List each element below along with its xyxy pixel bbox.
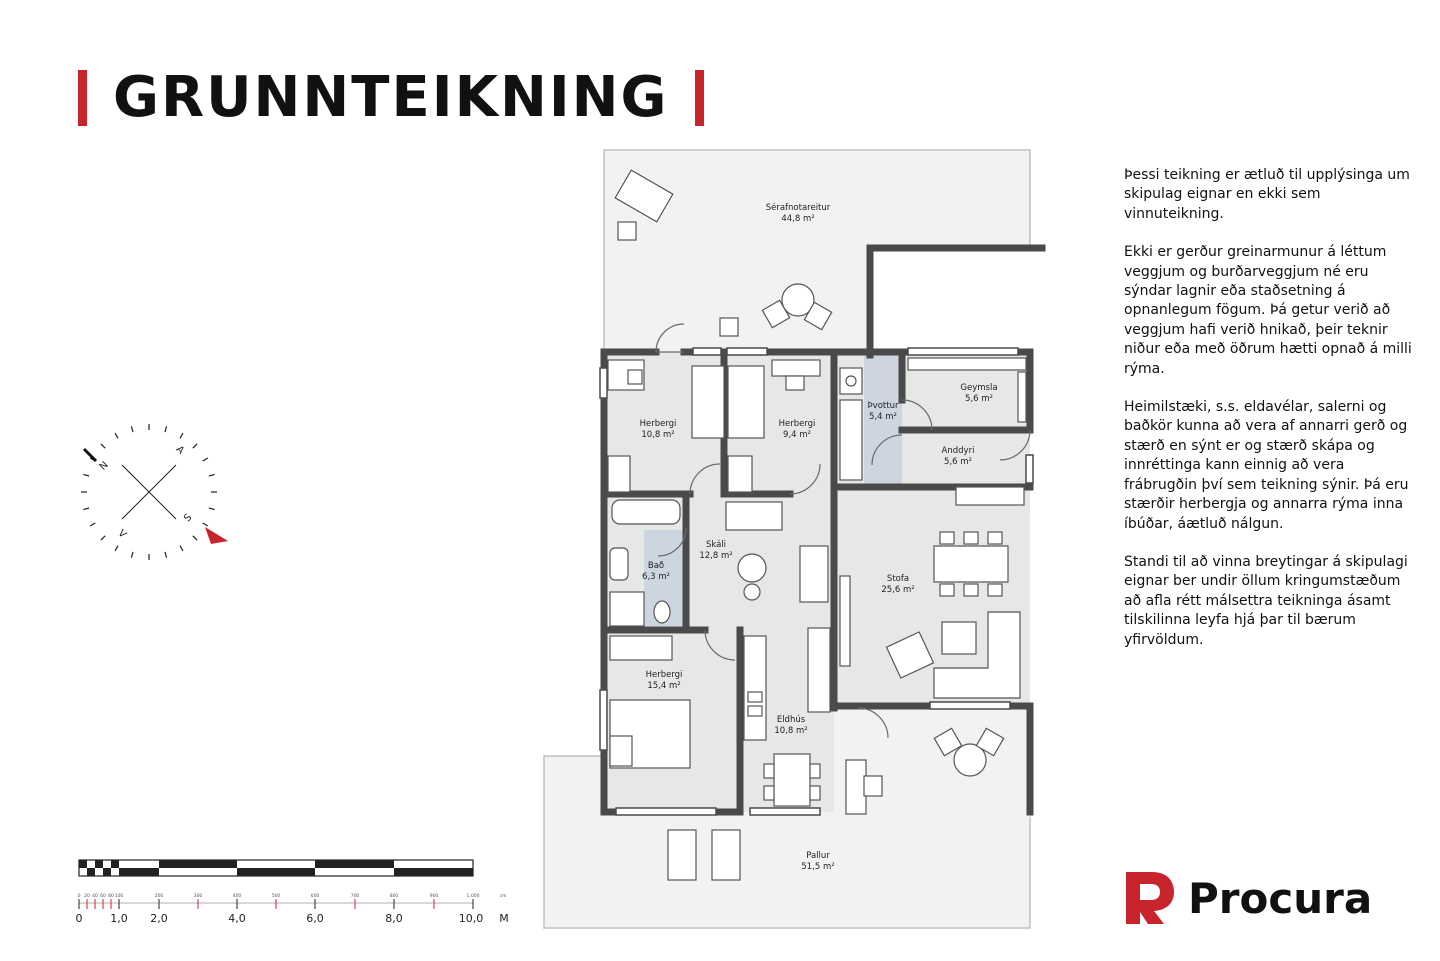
procura-logo-icon xyxy=(1124,870,1176,926)
room-name: Skáli xyxy=(705,540,727,550)
room-area: 10,8 m² xyxy=(641,430,675,440)
terrace-cutout xyxy=(870,248,1045,358)
compass-tick xyxy=(193,444,197,448)
chair xyxy=(628,370,642,384)
nightstand xyxy=(610,736,632,766)
disclaimer-paragraph: Þessi teikning er ætluð til upplýsinga um skipulag eignar en ekki sem vinnuteikning. xyxy=(1124,167,1410,222)
dining-table xyxy=(934,546,1008,582)
compass-tick xyxy=(83,474,89,476)
room-name: Eldhús xyxy=(776,715,806,725)
chair xyxy=(764,786,774,800)
room-name: Anddyri xyxy=(941,446,975,456)
scale-major-labels xyxy=(76,912,509,925)
room-name: Bað xyxy=(647,561,665,571)
chair xyxy=(964,584,978,596)
room-area: 44,8 m² xyxy=(781,214,815,224)
room-area: 5,4 m² xyxy=(869,412,897,422)
compass-needle-icon xyxy=(205,527,228,544)
room-name: Þvottur xyxy=(867,401,899,411)
brand-logo xyxy=(1124,868,1372,928)
room-name: Sérafnotareitur xyxy=(765,203,831,213)
room-area: 25,6 m² xyxy=(881,585,915,595)
compass-tick xyxy=(165,426,167,432)
compass-label-s: S xyxy=(182,512,195,525)
scale-label: 6,0 xyxy=(306,912,324,925)
planter xyxy=(618,222,636,240)
compass-tick xyxy=(180,433,183,438)
disclaimer-paragraph: Heimilstæki, s.s. eldavélar, salerni og baðkör kunna að vera af annarri gerð og stærð en sýnt er og stærð skápa og innréttinga kann einnig að vera frábrugðin því sem teikning sýnir. Þá eru stærðir herbergja og annarra rýma inna íbúðar, áætluð nálgun. xyxy=(1124,399,1409,532)
disclaimer-paragraph: Standi til að vinna breytingar á skipulagi eignar ber undir öllum kringumstæðum að afla rétt málsettra teikninga ásamt tilskilinna leyfa hjá þar til bærum yfirvöldum. xyxy=(1124,553,1408,648)
compass-tick xyxy=(131,426,133,432)
stool xyxy=(744,584,760,600)
kitchen-counter xyxy=(808,628,830,712)
lounge-chair xyxy=(712,830,740,880)
wardrobe xyxy=(610,636,672,660)
laundry-cabinet xyxy=(840,400,862,480)
scale-small-label: 900 xyxy=(429,894,439,899)
chair xyxy=(940,584,954,596)
desk xyxy=(772,360,820,376)
bed-single xyxy=(692,366,724,438)
scale-small-label: 800 xyxy=(389,894,399,899)
room-area: 51,5 m² xyxy=(801,862,835,872)
chair xyxy=(988,532,1002,544)
bathtub xyxy=(612,500,680,524)
toilet xyxy=(654,601,670,623)
room-area: 6,3 m² xyxy=(642,572,670,582)
scale-small-labels xyxy=(78,893,507,899)
scale-small-label: 100 xyxy=(114,894,124,899)
room-name: Herbergi xyxy=(639,419,677,429)
chair xyxy=(764,764,774,778)
closet xyxy=(956,487,1024,505)
scale-label: 8,0 xyxy=(385,912,403,925)
brand-name: Procura xyxy=(1188,873,1373,923)
tv-bench xyxy=(840,576,850,666)
room-area: 10,8 m² xyxy=(774,726,808,736)
room-area: 12,8 m² xyxy=(699,551,733,561)
scale-small-label: 700 xyxy=(350,894,360,899)
compass-tick xyxy=(83,508,89,510)
compass-tick xyxy=(165,552,167,558)
chair xyxy=(940,532,954,544)
sofa xyxy=(800,546,828,602)
compass-label-a: A xyxy=(173,443,187,457)
scale-small-label: 60 xyxy=(100,894,106,899)
scale-small-label: 200 xyxy=(154,894,164,899)
north-marker xyxy=(84,449,96,461)
scale-small-label: 20 xyxy=(84,894,90,899)
scale-small-label: 400 xyxy=(232,894,242,899)
storage-shelf xyxy=(908,358,1026,370)
kitchen-table xyxy=(774,754,810,806)
scale-small-label: 80 xyxy=(108,894,114,899)
room-name: Herbergi xyxy=(645,670,683,680)
compass-tick xyxy=(115,546,118,551)
compass xyxy=(81,424,228,560)
kitchen-counter xyxy=(744,636,766,740)
room-name: Pallur xyxy=(806,851,830,861)
planter xyxy=(720,318,738,336)
room-area: 9,4 m² xyxy=(783,430,811,440)
scale-label: 1,0 xyxy=(110,912,128,925)
disclaimer-paragraph: Ekki er gerður greinarmunur á léttum veggjum og burðarveggjum né eru sýndar lagnir eða staðsetning á opnanlegum fögum. Þá getur verið að veggjum hafi verið hnikað, þeir teknir niður eða með öðrum hætti opnað á milli rýma. xyxy=(1124,244,1412,377)
compass-tick xyxy=(209,508,215,510)
scale-small-label: 1.000 xyxy=(466,894,480,899)
chair xyxy=(964,532,978,544)
bed-single xyxy=(728,366,764,438)
vanity xyxy=(610,592,644,626)
compass-tick xyxy=(101,536,105,540)
lounge-chair xyxy=(846,760,866,814)
scale-ticks xyxy=(87,899,434,909)
bench xyxy=(726,502,782,530)
scale-bar xyxy=(76,860,509,925)
wardrobe xyxy=(608,456,630,492)
room-name: Geymsla xyxy=(960,383,998,393)
compass-tick xyxy=(193,536,197,540)
coffee-table xyxy=(942,622,976,654)
page-title: GRUNNTEIKNING xyxy=(113,65,669,130)
storage-shelf xyxy=(1018,372,1026,422)
chair xyxy=(988,584,1002,596)
compass-tick xyxy=(203,458,208,461)
scale-label: 2,0 xyxy=(150,912,168,925)
scale-unit-label: M xyxy=(499,912,509,925)
kitchen-sink xyxy=(748,692,762,702)
compass-tick xyxy=(209,474,215,476)
compass-tick xyxy=(131,552,133,558)
lounge-chair xyxy=(668,830,696,880)
compass-tick xyxy=(180,546,183,551)
kitchen-sink xyxy=(748,706,762,716)
compass-tick xyxy=(90,523,95,526)
side-table xyxy=(864,776,882,796)
scale-label: 0 xyxy=(75,912,83,925)
disclaimer-notes xyxy=(1124,166,1414,669)
compass-tick xyxy=(203,523,208,526)
compass-tick xyxy=(115,433,118,438)
chair xyxy=(810,764,820,778)
scale-label: 10,0 xyxy=(458,912,484,925)
scale-small-label: 40 xyxy=(92,894,98,899)
room-area: 5,6 m² xyxy=(965,394,993,404)
room-area: 15,4 m² xyxy=(647,681,681,691)
sink xyxy=(610,548,628,580)
compass-tick xyxy=(101,444,105,448)
scale-small-label: 600 xyxy=(310,894,320,899)
chair xyxy=(810,786,820,800)
scale-small-label: cm xyxy=(499,894,507,899)
scale-small-label: 500 xyxy=(271,894,281,899)
compass-label-n: N xyxy=(97,459,111,473)
room-name: Stofa xyxy=(886,574,910,584)
scale-small-label: 300 xyxy=(193,894,203,899)
sink xyxy=(846,376,856,386)
scale-label: 4,0 xyxy=(228,912,246,925)
round-table xyxy=(738,554,766,582)
room-name: Herbergi xyxy=(778,419,816,429)
wardrobe xyxy=(728,456,752,492)
room-area: 5,6 m² xyxy=(944,457,972,467)
chair xyxy=(786,376,804,390)
scale-small-label: 0 xyxy=(77,894,81,899)
compass-label-v: V xyxy=(115,527,129,541)
